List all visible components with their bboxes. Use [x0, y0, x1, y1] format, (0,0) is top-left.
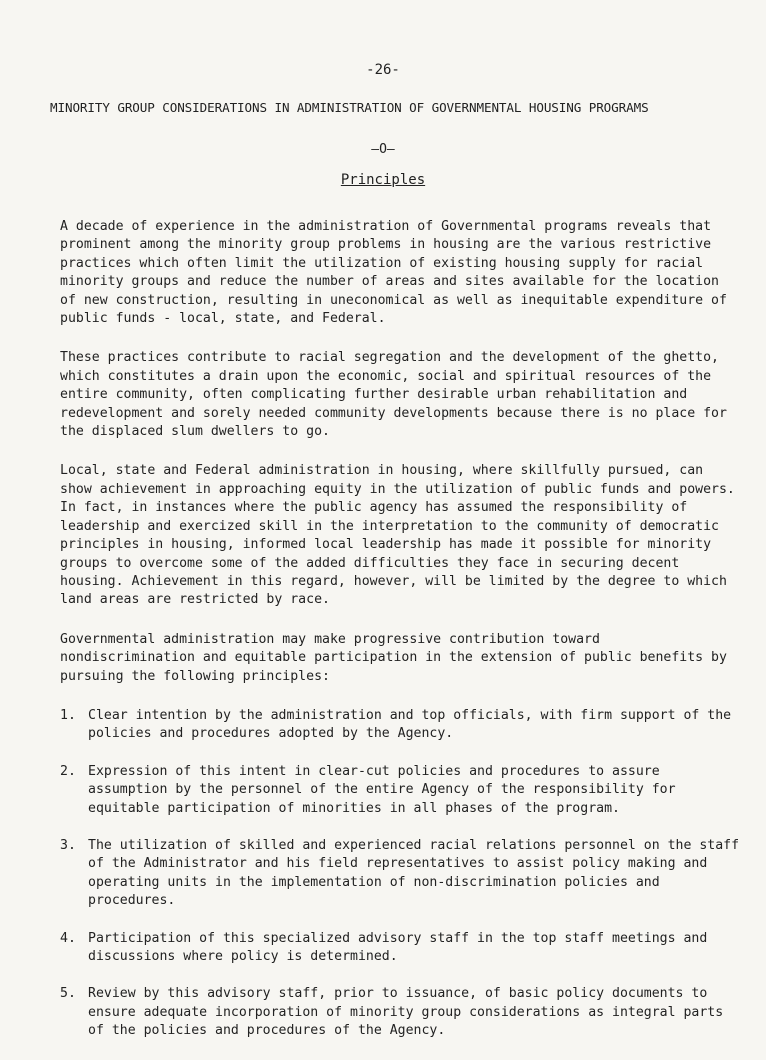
separator: —O—	[371, 142, 395, 157]
list-item-number: 4.	[60, 930, 76, 946]
section-heading: Principles	[340, 172, 426, 188]
page-number: -26-	[366, 62, 400, 78]
list-item-text: Review by this advisory staff, prior to issuance, of basic policy documents to ensure adequate incorporation of minority group considerations as integral parts of the policies and procedures of the Agency.	[88, 986, 724, 1039]
document-body	[60, 218, 740, 1060]
list-item-number: 1.	[60, 707, 76, 723]
list-item	[60, 985, 740, 1040]
paragraph-administration: Local, state and Federal administration in housing, where skillfully pursued, can show achievement in approaching equity in the utilization of public funds and powers. In fact, in instances where the public agency has assumed the responsibility of leadership and exercized skill in the interpretation to the community of democratic principles in housing, informed local leadership has made it possible for minority groups to overcome some of the added difficulties they face in securing decent housing. Achievement in this regard, however, will be limited by the degree to which land areas are restricted by race.	[60, 463, 735, 608]
list-item-text: Clear intention by the administration and top officials, with firm support of the policies and procedures adopted by the Agency.	[88, 707, 732, 742]
paragraph-principles-intro: Governmental administration may make progressive contribution toward nondiscrimination and equitable participation in the extension of public benefits by pursuing the following principles:	[60, 631, 727, 684]
list-item-number: 2.	[60, 763, 76, 779]
principles-list	[60, 707, 740, 1041]
list-item-text: Expression of this intent in clear-cut policies and procedures to assure assumption by the personnel of the entire Agency of the responsibility for equitable participation of minorities in all phases of the program.	[88, 763, 676, 816]
list-item	[60, 707, 740, 744]
document-title: MINORITY GROUP CONSIDERATIONS IN ADMINISTRATION OF GOVERNMENTAL HOUSING PROGRAMS	[50, 100, 649, 115]
list-item	[60, 763, 740, 818]
list-item	[60, 837, 740, 911]
list-item-text: The utilization of skilled and experienced racial relations personnel on the staff of the Administrator and his field representatives to assist policy making and operating units in the implementation of non-discrimination policies and procedures.	[88, 837, 740, 909]
list-item-number: 5.	[60, 986, 76, 1002]
list-item	[60, 930, 740, 967]
list-item-text: Participation of this specialized advisory staff in the top staff meetings and discussions where policy is determined.	[88, 930, 708, 964]
list-item-number: 3.	[60, 837, 76, 853]
paragraph-practices: These practices contribute to racial segregation and the development of the ghetto, which constitutes a drain upon the economic, social and spiritual resources of the entire community, often complicating further desirable urban rehabilitation and redevelopment and sorely needed community developments because there is no place for the displaced slum dwellers to go.	[60, 350, 727, 440]
paragraph-experience: A decade of experience in the administration of Governmental programs reveals that prominent among the minority group problems in housing are the various restrictive practices which often limit the utilization of existing housing supply for racial minority groups and reduce the number of areas and sites available for the location of new construction, resulting in uneconomical as well as inequitable expenditure of public funds - local, state, and Federal.	[60, 219, 727, 327]
